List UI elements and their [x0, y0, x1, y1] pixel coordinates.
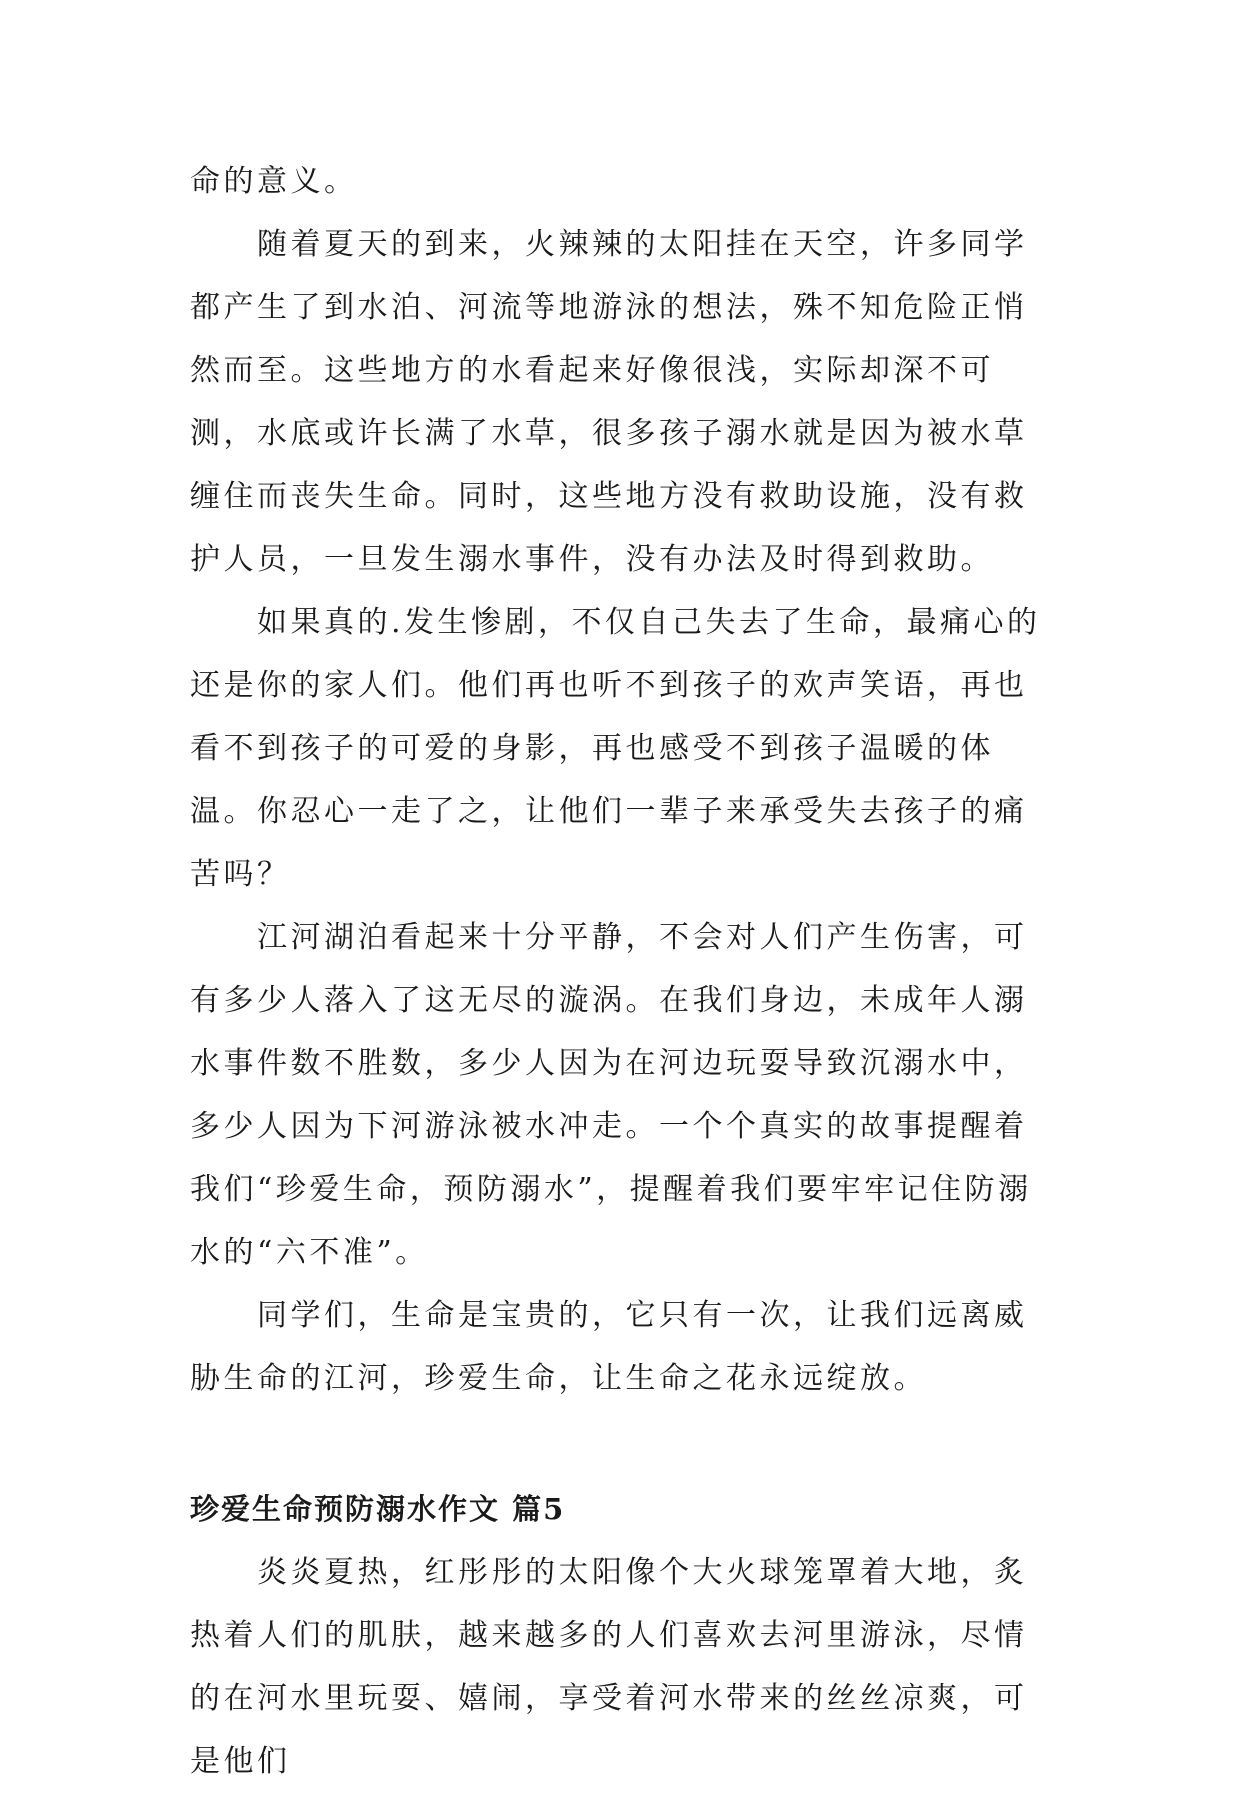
paragraph: 炎炎夏热，红彤彤的太阳像个大火球笼罩着大地，炙热着人们的肌肤，越来越多的人们喜欢去河里游泳，尽情的在河水里玩耍、嬉闹，享受着河水带来的丝丝凉爽，可是他们: [190, 1555, 1028, 1779]
document-page: [190, 150, 1060, 1793]
paragraph: 同学们，生命是宝贵的，它只有一次，让我们远离威胁生命的江河，珍爱生命，让生命之花永远绽放。: [190, 1298, 1028, 1396]
section-title: 珍爱生命预防溺水作文 篇5: [190, 1492, 566, 1526]
paragraph-continuation: 命的意义。: [190, 164, 358, 199]
paragraph: 江河湖泊看起来十分平静，不会对人们产生伤害，可有多少人落入了这无尽的漩涡。在我们身边，未成年人溺水事件数不胜数，多少人因为在河边玩耍导致沉溺水中，多少人因为下河游泳被水冲走。一个个真实的故事提醒着我们“珍爱生命，预防溺水”，提醒着我们要牢牢记住防溺水的“六不准”。: [190, 920, 1032, 1270]
paragraph: 如果真的.发生惨剧，不仅自己失去了生命，最痛心的还是你的家人们。他们再也听不到孩子的欢声笑语，再也看不到孩子的可爱的身影，再也感受不到孩子温暖的体温。你忍心一走了之，让他们一辈子来承受失去孩子的痛苦吗？: [190, 605, 1041, 892]
paragraph: 随着夏天的到来，火辣辣的太阳挂在天空，许多同学都产生了到水泊、河流等地游泳的想法，殊不知危险正悄然而至。这些地方的水看起来好像很浅，实际却深不可测，水底或许长满了水草，很多孩子溺水就是因为被水草缠住而丧失生命。同时，这些地方没有救助设施，没有救护人员，一旦发生溺水事件，没有办法及时得到救助。: [190, 227, 1028, 577]
